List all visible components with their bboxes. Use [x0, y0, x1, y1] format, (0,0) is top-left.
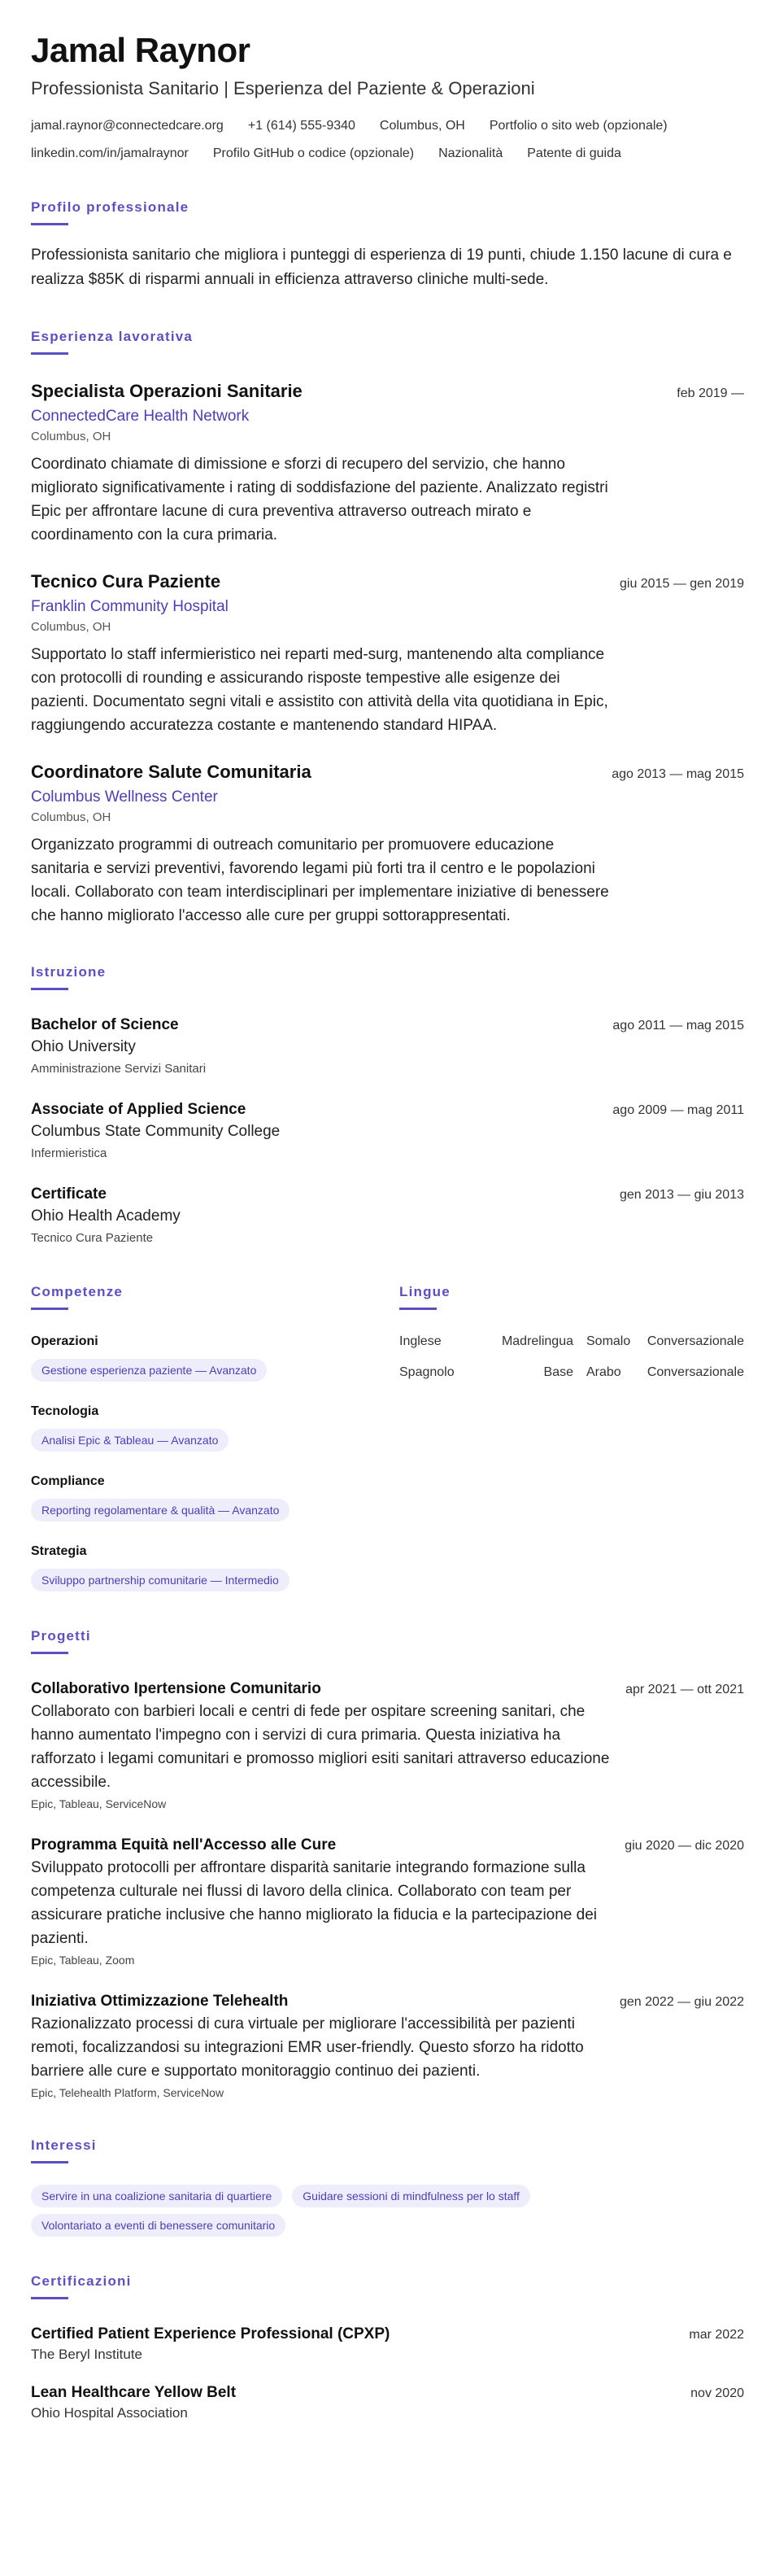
project-tech: Epic, Telehealth Platform, ServiceNow: [31, 2086, 224, 2099]
language-level: Conversazionale: [647, 1365, 744, 1379]
job-date: feb 2019 —: [677, 386, 744, 400]
contact-list: [31, 117, 730, 163]
field-of-study: Amministrazione Servizi Sanitari: [31, 1062, 207, 1076]
project-description: Sviluppato protocolli per affrontare disparità sanitarie integrando formazione sulla competenza culturale nei flussi di lavoro della clinica. Collaborato con team per assicurare pratiche inclusive che hanno migliorato la fiducia e la partecipazione dei pazienti.: [31, 1859, 598, 1947]
section-title: Progetti: [31, 1628, 91, 1644]
candidate-name: Jamal Raynor: [31, 31, 250, 69]
skill-category: Tecnologia: [31, 1404, 99, 1418]
interest-tag: Volontariato a eventi di benessere comunitario: [31, 2214, 285, 2237]
skills-languages-row: [31, 1283, 744, 1591]
employer-name: Franklin Community Hospital: [31, 598, 229, 615]
section-divider: [31, 988, 68, 990]
languages-section: [399, 1283, 744, 1591]
experience-section: [31, 328, 744, 928]
school-name: Ohio University: [31, 1038, 136, 1055]
field-of-study: Infermieristica: [31, 1146, 107, 1160]
education-section: [31, 963, 744, 1247]
section-divider: [31, 223, 68, 225]
certification-name: Certified Patient Experience Professional (CPXP): [31, 2325, 390, 2342]
project-date: apr 2021 — ott 2021: [625, 1683, 744, 1696]
school-name: Columbus State Community College: [31, 1123, 281, 1140]
job-location: Columbus, OH: [31, 430, 111, 443]
interest-tag: Servire in una coalizione sanitaria di quartiere: [31, 2185, 282, 2207]
certifications-section: [31, 2273, 744, 2423]
certification-entry: [31, 2382, 744, 2423]
job-title: Tecnico Cura Paziente: [31, 571, 221, 592]
certification-issuer: The Beryl Institute: [31, 2347, 143, 2362]
profile-summary: Professionista sanitario che migliora i punteggi di esperienza di 19 punti, chiude 1.150 lacune di cura e realizza $85K di risparmi annuali in efficienza attraverso cliniche multi-sede.: [31, 247, 732, 288]
section-title: Competenze: [31, 1284, 124, 1299]
certification-date: mar 2022: [689, 2328, 744, 2342]
language-level: Conversazionale: [647, 1334, 744, 1348]
section-title: Profilo professionale: [31, 199, 189, 215]
project-name: Iniziativa Ottimizzazione Telehealth: [31, 1993, 289, 2010]
school-name: Ohio Health Academy: [31, 1207, 181, 1225]
section-title: Interessi: [31, 2137, 97, 2153]
section-title: Esperienza lavorativa: [31, 329, 194, 344]
language-row: [399, 1364, 744, 1382]
section-divider: [399, 1308, 437, 1310]
job-title: Specialista Operazioni Sanitarie: [31, 381, 303, 401]
skill-category: Operazioni: [31, 1334, 98, 1348]
certification-issuer: Ohio Hospital Association: [31, 2405, 188, 2421]
degree-title: Bachelor of Science: [31, 1016, 179, 1033]
skills-section: [31, 1283, 399, 1591]
section-divider: [31, 1652, 68, 1654]
project-tech: Epic, Tableau, ServiceNow: [31, 1797, 167, 1810]
job-location: Columbus, OH: [31, 620, 111, 634]
section-title: Istruzione: [31, 964, 107, 980]
skill-group: [31, 1543, 399, 1591]
skill-category: Strategia: [31, 1544, 87, 1558]
language-name: Arabo: [586, 1365, 621, 1379]
job-date: giu 2015 — gen 2019: [619, 577, 744, 591]
section-title: Certificazioni: [31, 2273, 132, 2289]
section-title: Lingue: [399, 1284, 451, 1299]
employer-name: Columbus Wellness Center: [31, 788, 218, 806]
experience-entry: [31, 379, 744, 547]
skill-tag: Reporting regolamentare & qualità — Avanzato: [31, 1499, 290, 1522]
contact-email[interactable]: jamal.raynor@connectedcare.org: [31, 119, 224, 133]
projects-section: [31, 1627, 744, 2101]
skill-tag: Gestione esperienza paziente — Avanzato: [31, 1359, 267, 1382]
project-entry: [31, 1835, 744, 1968]
education-entry: [31, 1184, 744, 1247]
project-entry: [31, 1679, 744, 1812]
interest-tag: Guidare sessioni di mindfulness per lo staff: [292, 2185, 530, 2207]
education-date: ago 2011 — mag 2015: [612, 1019, 744, 1033]
certification-entry: [31, 2324, 744, 2364]
section-divider: [31, 2161, 68, 2163]
job-description: Organizzato programmi di outreach comunitario per promuovere educazione sanitaria e servizi preventivi, favorendo legami più forti tra il centro e le popolazioni locali. Collaborato con team interdisciplinari per implementare iniziative di benessere che hanno migliorato l'accesso alle cure per gruppi sottorappresentati.: [31, 836, 609, 924]
contact-portfolio[interactable]: Portfolio o sito web (opzionale): [489, 119, 668, 133]
job-date: ago 2013 — mag 2015: [612, 767, 744, 781]
section-divider: [31, 2297, 68, 2299]
section-divider: [31, 1308, 68, 1310]
education-date: gen 2013 — giu 2013: [619, 1188, 744, 1202]
contact-location: Columbus, OH: [379, 119, 465, 133]
job-title: Coordinatore Salute Comunitaria: [31, 762, 311, 782]
project-name: Collaborativo Ipertensione Comunitario: [31, 1680, 321, 1697]
project-name: Programma Equità nell'Accesso alle Cure: [31, 1836, 337, 1853]
degree-title: Certificate: [31, 1185, 107, 1203]
language-name: Spagnolo: [399, 1365, 455, 1379]
contact-nationality: Nazionalità: [438, 146, 503, 160]
contact-driving-license: Patente di guida: [527, 146, 621, 160]
section-divider: [31, 352, 68, 355]
certification-date: nov 2020: [690, 2386, 744, 2400]
certification-name: Lean Healthcare Yellow Belt: [31, 2384, 237, 2401]
degree-title: Associate of Applied Science: [31, 1101, 246, 1118]
project-description: Razionalizzato processi di cura virtuale per migliorare l'accessibilità per pazienti remoti, focalizzandosi su integrazioni EMR user-friendly. Questo sforzo ha ridotto barriere alle cure e supportato monitoraggio continuo dei pazienti.: [31, 2015, 584, 2080]
contact-github[interactable]: Profilo GitHub o codice (opzionale): [212, 146, 415, 160]
project-date: giu 2020 — dic 2020: [625, 1839, 744, 1853]
candidate-headline: Professionista Sanitario | Esperienza del Paziente & Operazioni: [31, 78, 535, 98]
experience-entry: [31, 760, 744, 928]
job-description: Coordinato chiamate di dimissione e sforzi di recupero del servizio, che hanno migliorato significativamente i rating di soddisfazione del paziente. Analizzato registri Epic per affrontare lacune di cura preventiva attraverso outreach mirato e coordinamento con la cura primaria.: [31, 456, 608, 544]
project-date: gen 2022 — giu 2022: [619, 1995, 744, 2009]
employer-name: ConnectedCare Health Network: [31, 408, 250, 425]
language-level: Base: [543, 1365, 573, 1379]
project-tech: Epic, Tableau, Zoom: [31, 1954, 135, 1967]
education-entry: [31, 1099, 744, 1163]
education-entry: [31, 1015, 744, 1078]
skill-group: [31, 1473, 399, 1522]
education-date: ago 2009 — mag 2011: [612, 1103, 744, 1117]
language-row: [399, 1333, 744, 1351]
field-of-study: Tecnico Cura Paziente: [31, 1231, 154, 1245]
resume-header: [31, 29, 744, 163]
interest-list: [31, 2185, 649, 2237]
skill-category: Compliance: [31, 1474, 105, 1488]
job-location: Columbus, OH: [31, 810, 111, 824]
skill-group: [31, 1403, 399, 1452]
skill-tag: Sviluppo partnership comunitarie — Intermedio: [31, 1569, 290, 1591]
job-description: Supportato lo staff infermieristico nei reparti med-surg, mantenendo alta compliance con protocolli di rounding e assicurando risposte tempestive alle esigenze dei pazienti. Documentato segni vitali e assistito con attività della vita quotidiana in Epic, raggiungendo accuratezza costante e mantenendo standard HIPAA.: [31, 646, 608, 734]
profile-section: [31, 199, 744, 292]
interests-section: [31, 2137, 744, 2237]
language-name: Somalo: [586, 1334, 631, 1348]
skill-group: [31, 1333, 399, 1382]
experience-entry: [31, 570, 744, 737]
language-name: Inglese: [399, 1334, 442, 1348]
language-level: Madrelingua: [501, 1334, 573, 1348]
skill-tag: Analisi Epic & Tableau — Avanzato: [31, 1429, 229, 1452]
contact-linkedin[interactable]: linkedin.com/in/jamalraynor: [31, 146, 189, 160]
contact-phone[interactable]: +1 (614) 555-9340: [247, 119, 355, 133]
project-entry: [31, 1991, 744, 2101]
project-description: Collaborato con barbieri locali e centri di fede per ospitare screening sanitari, che hanno aumentato l'impegno con i servizi di cura primaria. Questa iniziativa ha rafforzato i legami comunitari e promosso migliori esiti sanitari attraverso educazione accessibile.: [31, 1703, 610, 1791]
